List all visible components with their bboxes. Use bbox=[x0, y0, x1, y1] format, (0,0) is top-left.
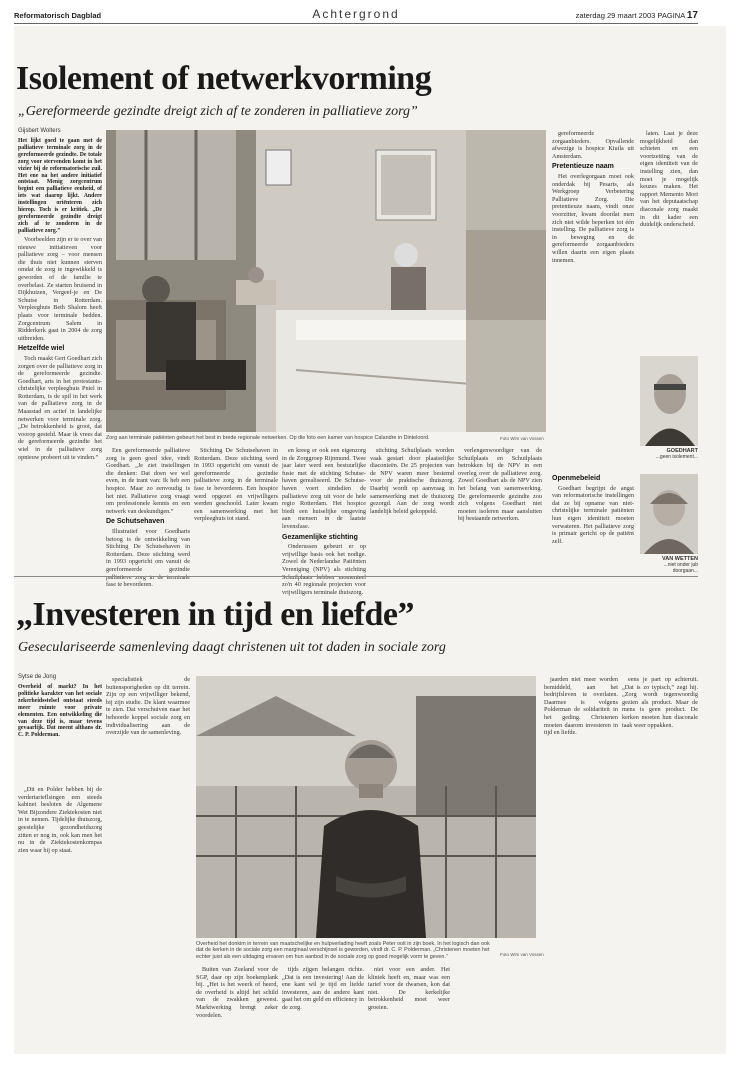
article2-subheadline: Geseculariseerde samenleving daagt christenen uit tot daden in sociale zorg bbox=[18, 640, 446, 655]
article2-column-6: jaarden niet meer worden bemiddeld, aan het bedrijfsleven te overlaten. Daarmee is volgens Polderman de solidariteit in het geding. Christenen moeten daarom investeren in tijd en liefde. bbox=[544, 676, 618, 737]
portrait-van-wetten bbox=[640, 474, 698, 554]
article2-column-5: niet voor een ander. Het kliniek heeft en, maar was een tarief voor de dwarsen, kon dat niet. De kerkelijke betrokkenheid moet weer groeien. bbox=[368, 966, 450, 1011]
article2-lead: Overheid of markt? In het politieke karakter van het sociale zekerheidsstelsel ontstaat steeds meer ruimte voor private elementen. Een ontwikkeling die van deze tijd is, maar tevens gevaarlijk. Dat meent althans dr. C. P. Polderman. bbox=[18, 684, 102, 739]
article2-column-3: Buiten van Zeeland voor de SGP, daar op zijn boekenplank bij. „Het is het weerk of heerd, de overheid is altijd het schild van de zwakken geweest. Marktwerking brengt zeker voordelen. bbox=[196, 966, 278, 1019]
article1-headline: Isolement of netwerkvorming bbox=[16, 60, 432, 97]
article1-column-2: Een gereformeerde palliatieve zorg is geen goed idee, vindt Goedhart. „Je ziet instellingen die denken: Dat doen we wel even, in de trant van: Ik heb een hospice. Maar zo eenvoudig is het niet. Palliatieve zorg vraagt om professionele kennis en een netwerk van deskundigen.” De Schutsehaven Illustratief voor Goedharts betoog is de ontwikkeling van Stichting De Schutsehaven in Rotterdam. Deze stichting werd in 1993 opgericht om vanuit de gereformeerde gezindte palliatieve zorg in de terminale fase te bevorderen. bbox=[106, 447, 190, 589]
portrait-goedhart bbox=[640, 356, 698, 446]
article1-byline: Gijsbert Wolters bbox=[18, 128, 61, 134]
masthead bbox=[14, 6, 698, 24]
article2-headline: „Investeren in tijd en liefde” bbox=[16, 596, 415, 633]
article1-lead: Het lijkt goed te gaan met de palliatieve terminale zorg in de gereformeerde gezindte. De totale zorg voor stervenden komt in het vizier bij de reformatorische zuil. Het ene na het andere initiatief ontstaat. Menig zorgcentrum begint een palliatieve eenheid, of iets wat daarop lijkt. Andere instellingen oriënteren zich hierop. Toch is er kritiek. „De gereformeerde gezindte dreigt zich af te zonderen in de palliatieve zorg.” bbox=[18, 138, 102, 234]
article1-column-4: en kreeg er ook een eigenzorg in de Zorggroep Rijnmond. Twee jaar later werd een bestuurlijke fusie met de stichting Schutse-haven gerealiseerd. De Schutse-haven voert sindsdien de palliatieve zorg uit voor de hele regio Rotterdam. Het hospice biedt een huiselijke omgeving aan mensen in de laatste levensfase. Gezamenlijke stichting Onderussen gebeurt er op vrijwillige basis ook het nodige. Zowel de Nederlandse Patiënten Vereniging (NPV) als stichting Schuilplaats hebben momenteel zo'n 40 regionale projecten voor vrijwilligers terminale thuiszorg. bbox=[282, 447, 366, 596]
article2-column-7: eens je part op achteruit. „Dat is zo typisch,” zegt hij. „Zorg wordt tegenwoordig gezien als product. Maar de mens is geen product. De kerken moeten hun diaconale taak weer oppakken. bbox=[622, 676, 698, 729]
article1-photo-credit: Foto Wim van Vossen bbox=[500, 436, 544, 441]
article2-column-1: „Dit en Polder hebben bij de verdertarieflsingen een steeds kabinet besloten de Algemene Wet Bijzondere Ziektekosten niet in te nemen. Tijdelijke thuiszorg, geestelijke gezondheidszorg zitten er nog in, ook kan men het nu in de Ziektekostenkompas zien waar hij op staat. bbox=[18, 786, 102, 854]
article-divider bbox=[14, 576, 698, 577]
newspaper-name: Reformatorisch Dagblad bbox=[14, 11, 102, 20]
section-title: Achtergrond bbox=[312, 7, 400, 21]
article1-photo-caption: Zorg aan terminale patiënten gebeurt het best in brede regionale netwerken. Op die foto een kamer van hospice Calandre in Dinteloord. bbox=[106, 435, 430, 441]
article1-column-1: Voorbeelden zijn er te over van nieuwe initiatieven voor palliatieve zorg – voor mensen die thuis niet kunnen sterven omdat de zorg te ingewikkeld is geworden of de familie te overbelast. Ze starten bruisend in Dijkhuizen, Vergeef-je en De Schutse in Rotterdam. Verpleeghuis Beth Shalom heeft plaats voor terminale bedden. Zorgcentrum Salem in Ridderkerk gaat in 2004 de zorg uitbreiden. Hetzelfde wiel Toch maakt Gert Goedhart zich zorgen over de palliatieve zorg in de gereformeerde gezindte. Goedhart, arts in het protestants-christelijke verpleeghuis Pniel in Rotterdam, is de spil in het werk van de palliatieve zorg in de Maasstad en actief in landelijke netwerken voor terminale zorg. „De betrokkenheid is groot, dat voorop gesteld. Maar ik vrees dat de gereformeerde gezindte het wiel in de palliatieve zorg opnieuw probeert uit te vinden.” bbox=[18, 236, 102, 461]
article1-column-8: laten. Laat je deze mogelijkheid dan schieten en een voortzetting van de eigen identiteit van de instelling zien, dan moet je mogelijk keuzes maken. Het rapport Memento Mori van het deputaatschap diaconale zorg maakt in dit kader een duidelijk onderscheid. bbox=[640, 130, 698, 229]
article2-column-4: tijds zijgen belangen richte. „Dat is een investering! Aan de ene kant wil je tijd en liefde investeren, aan de andere kant gaat het om geld en efficiency in de zorg. bbox=[282, 966, 364, 1011]
portrait-van-wetten-caption: VAN WETTEN ...niet onder jub doorgaan... bbox=[662, 556, 698, 574]
article1-column-7: gereformeerde zorgaanbieders. Opvallende afwezige is hospice Kiuila uit Amsterdam. Pretentieuze naam Het overlegorgaan moet ook onderdak bij Pesarts, als Werkgroep Verbetering Palliatieve Zorg. Die pretentieuze naam, vindt onze voorzitter, kwam doordat men zich niet wilde beperken tot één instelling. De palliatieve zorg is in beweging en de gereformeerde zorgaanbieders willen daarin een eigen plaats innemen. bbox=[552, 130, 634, 264]
polderman-photo bbox=[196, 676, 536, 938]
article2-photo-caption: Overheid het donkim in terrein van maatschelijke en hulpverlading heeft zoals Peter ooit in zijn boek. In het logisch dan ook dat de kerken in de sociale zorg een marginaal verschijnsel is geworden, vindt dr. C. P. Polderman. „Christenen moeten het echter juist als een uitdaging ervaren om hun aanbod in de sociale zorg op goed mogelijk vorm te geven.” bbox=[196, 941, 490, 960]
article2-photo-credit: Foto Wim van Vossen bbox=[500, 952, 544, 957]
article1-column-3: Stichting De Schutsehaven in Rotterdam. Deze stichting werd in 1993 opgericht om vanuit de gereformeerde gezindte palliatieve zorg in de terminale fase te bevorderen. Een hospice werd opgezet en vrijwilligers werden geschoold. Later kwam een samenwerking met het verpleeghuis tot stand. bbox=[194, 447, 278, 523]
article2-column-2: specialistiek de buitensporigheden op dit terrein. Zijn op een vrijwilliger bekend, bij zijn studie. De klant waarmee te zien. Dat verschuiven naar het behoorde koppel sociale zorg en individualisering aan de overzijde van de samenleving. bbox=[106, 676, 190, 737]
article1-column-8b: Openmebeleid Goedhart begrijpt de angst van reformatorische instellingen dat ze bij opname van niet-christelijke terminale patiënten hun eigen identiteit moeten verwateren. Het palliatieve zorg is primair gericht op de patiënt zelf. bbox=[552, 475, 634, 545]
hospice-room-photo bbox=[106, 130, 546, 432]
article1-column-5: stichting Schuilplaats worden vaak gestart door plaatselijke diaconieën. De 25 projecten van de NPV waren meer bestemd voor de praktische thuiszorg. Daarbij wordt op aanvraag in samenwerking met de thuiszorg gezorgd. Aan de zorg wordt landelijk beleid gekoppeld. bbox=[370, 447, 454, 515]
date-page: zaterdag 29 maart 2003 PAGINA 17 bbox=[575, 10, 698, 21]
article1-column-6: verlengenwoordiger van de Schuilplaats en Schuilplaats betrokken bij de NPV in een overleg over de palliatieve zorg. Zowel Goedhart als de NPV zien het belang van samenwerking. De gereformeerde gezindte zou zich volgens Goedhart niet moeten isoleren maar aansluiten bij bestaande netwerken. bbox=[458, 447, 542, 523]
article1-subheadline: „Gereformeerde gezindte dreigt zich af te zonderen in palliatieve zorg” bbox=[18, 104, 418, 119]
article2-byline: Sytse de Jong bbox=[18, 674, 57, 680]
portrait-goedhart-caption: GOEDHART ...geen isolement... bbox=[655, 448, 698, 460]
